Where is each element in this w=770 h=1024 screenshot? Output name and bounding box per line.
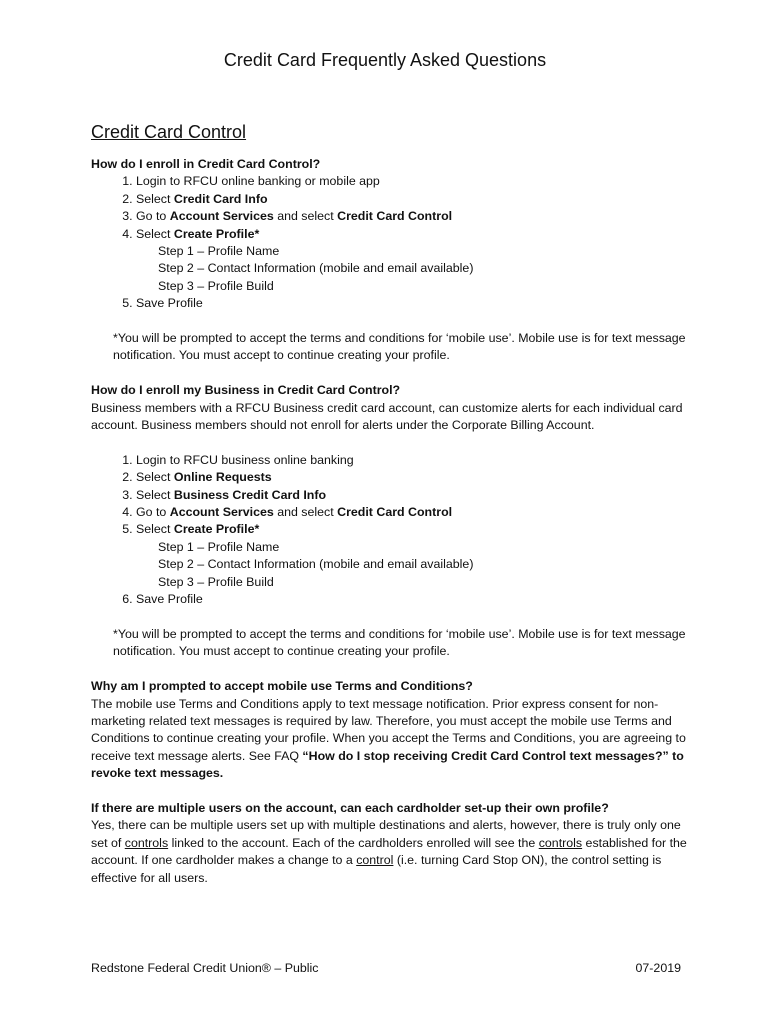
list-item: 2. Select Online Requests xyxy=(136,469,691,486)
faq-answer-terms: The mobile use Terms and Conditions apply to text message notification. Prior express consent for non-marketing related text messages is required by law. Therefore, you must accept the mobile use Terms and Conditions to continue creating your profile. When you accept the Terms and Conditions, you are agreeing to receive text message alerts. See FAQ “How do I stop receiving Credit Card Control text messages?” to revoke text messages. xyxy=(91,696,686,781)
footer-date: 07-2019 xyxy=(635,961,681,975)
list-item: 4. Go to Account Services and select Credit Card Control xyxy=(136,504,691,521)
profile-substeps xyxy=(136,243,691,295)
profile-substeps xyxy=(136,539,691,591)
list-item: 3. Select Business Credit Card Info xyxy=(136,487,691,504)
list-item: 5. Save Profile xyxy=(136,295,691,312)
faq-content xyxy=(91,156,691,887)
list-item: 6. Save Profile xyxy=(136,591,691,608)
list-item: 5. Select Create Profile* Step 1 – Profile Name Step 2 – Contact Information (mobile and email available) Step 3 – Profile Build xyxy=(136,521,691,591)
faq-question-multiple-users: If there are multiple users on the account, can each cardholder set-up their own profile? xyxy=(91,800,609,815)
faq-reference: “How do I stop receiving Credit Card Control text messages?” to revoke text messages. xyxy=(91,748,684,781)
list-item: 1. Login to RFCU online banking or mobile app xyxy=(136,173,691,190)
terms-note: *You will be prompted to accept the terms and conditions for ‘mobile use’. Mobile use is for text message notification. You must accept to continue creating your profile. xyxy=(113,626,686,659)
controls-term: controls xyxy=(124,835,169,850)
faq-question-business: How do I enroll my Business in Credit Card Control? xyxy=(91,383,401,398)
page-footer xyxy=(91,960,681,977)
substep: Step 3 – Profile Build xyxy=(158,278,274,293)
control-term: control xyxy=(356,853,394,868)
enroll-steps-list xyxy=(91,173,691,312)
footer-organization: Redstone Federal Credit Union® – Public xyxy=(91,961,319,975)
substep: Step 2 – Contact Information (mobile and email available) xyxy=(158,261,474,276)
list-item: 2. Select Credit Card Info xyxy=(136,191,691,208)
substep: Step 1 – Profile Name xyxy=(158,539,280,554)
list-item: 4. Select Create Profile* Step 1 – Profile Name Step 2 – Contact Information (mobile and email available) Step 3 – Profile Build xyxy=(136,226,691,296)
faq-question-terms: Why am I prompted to accept mobile use Terms and Conditions? xyxy=(91,679,473,694)
faq-answer-multiple-users: Yes, there can be multiple users set up with multiple destinations and alerts, however, there is truly only one set of controls linked to the account. Each of the cardholders enrolled will see the controls established for the account. If one cardholder makes a change to a control (i.e. turning Card Stop ON), the control setting is effective for all users. xyxy=(91,818,687,885)
page-title: Credit Card Frequently Asked Questions xyxy=(223,50,547,70)
terms-note: *You will be prompted to accept the terms and conditions for ‘mobile use’. Mobile use is for text message notification. You must accept to continue creating your profile. xyxy=(113,331,686,363)
faq-question-enroll: How do I enroll in Credit Card Control? xyxy=(91,157,321,171)
substep: Step 2 – Contact Information (mobile and email available) xyxy=(158,557,474,572)
controls-term: controls xyxy=(538,835,583,850)
business-steps-list xyxy=(91,452,691,609)
section-heading: Credit Card Control xyxy=(91,122,247,142)
list-item: 3. Go to Account Services and select Credit Card Control xyxy=(136,208,691,225)
faq-answer-business: Business members with a RFCU Business credit card account, can customize alerts for each individual card account. Business members should not enroll for alerts under the Corporate Billing Account. xyxy=(91,400,683,433)
substep: Step 1 – Profile Name xyxy=(158,244,280,259)
list-item: 1. Login to RFCU business online banking xyxy=(136,452,691,469)
substep: Step 3 – Profile Build xyxy=(158,574,274,589)
